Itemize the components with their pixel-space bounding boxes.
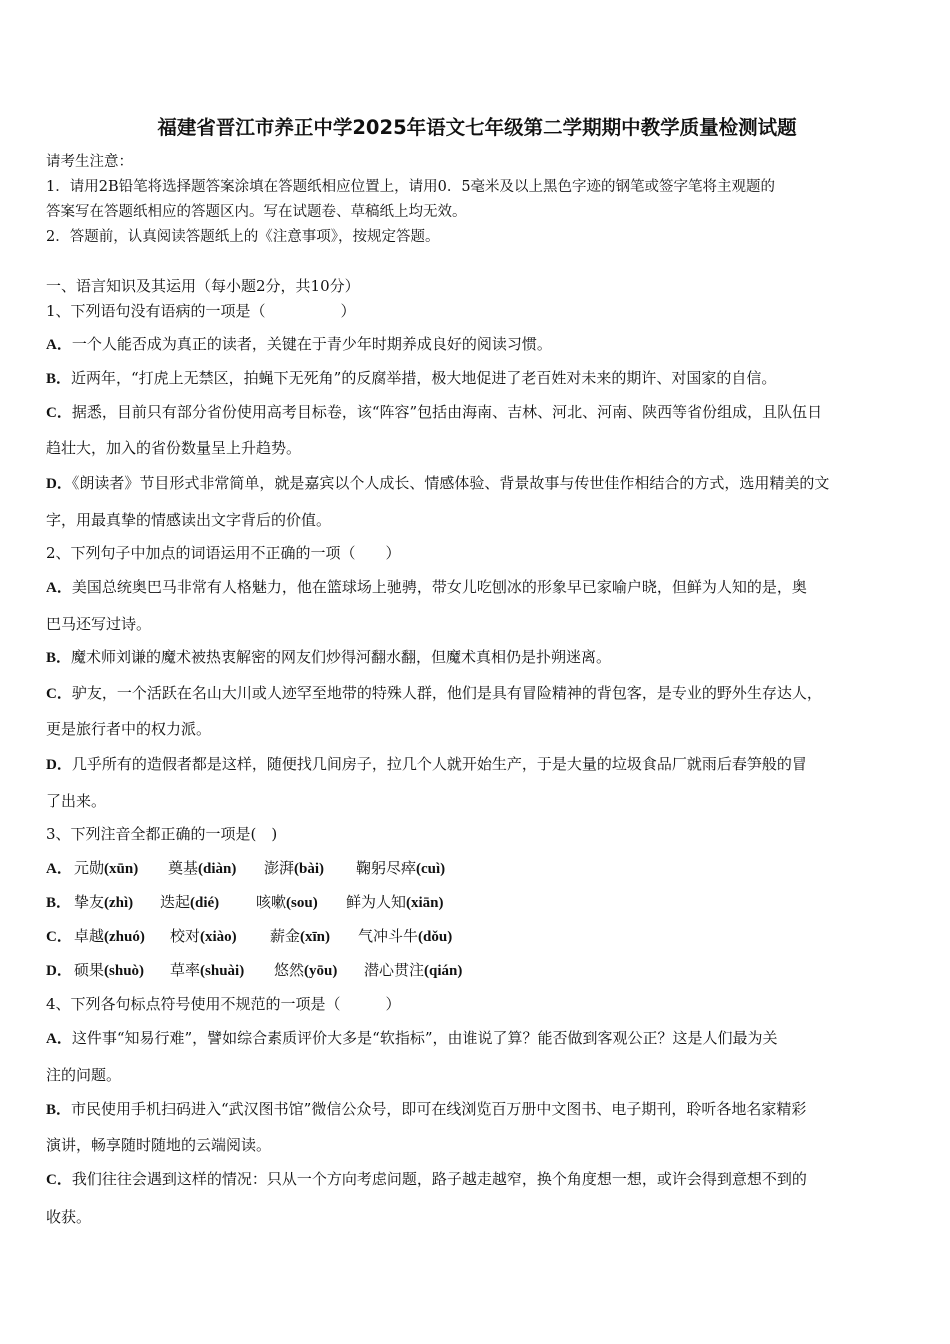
q4-stem: 4、下列各句标点符号使用不规范的一项是（ ） [46,995,401,1013]
exam-title: 福建省晋江市养正中学2025年语文七年级第二学期期中教学质量检测试题 [157,116,797,139]
q3-option-d [46,960,908,980]
exam-page [46,0,908,1344]
q4-option-a-label: A． [46,1031,72,1047]
q1-option-c-label: C． [46,405,72,421]
q3-b-word-3: 咳嗽(sou) [256,893,318,911]
q2-option-b-label: B． [46,650,72,666]
q3-a-word-1: 元勋(xūn) [74,859,139,877]
q2-stem: 2、下列句子中加点的词语运用不正确的一项（ ） [46,544,401,562]
q3-a-word-4: 鞠躬尽瘁(cuì) [356,859,446,877]
q3-option-b [46,892,908,912]
q4-option-c-text-1: 我们往往会遇到这样的情况：只从一个方向考虑问题，路子越走越窄，换个角度想一想，或许会得到意想不到的 [71,1170,807,1188]
q4-option-a-text-1: 这件事“知易行难”，譬如综合素质评价大多是“软指标”，由谁说了算？能否做到客观公正？这是人们最为关 [71,1029,778,1047]
q2-option-c-line-2: 更是旅行者中的权力派。 [46,720,212,738]
q1-option-b [46,368,776,389]
notice-item-2: 2．答题前，认真阅读答题纸上的《注意事项》，按规定答题。 [46,229,440,245]
q4-option-b-line-2: 演讲，畅享随时随地的云端阅读。 [46,1136,272,1154]
q2-option-a-line-2: 巴马还写过诗。 [46,615,152,633]
q1-option-a-label: A． [46,337,72,353]
q2-option-d-label: D． [46,757,72,773]
q4-option-c-line-2: 收获。 [46,1208,92,1226]
q1-option-d-label: D． [46,476,72,492]
q2-option-d-text-1: 几乎所有的造假者都是这样，随便找几间房子，拉几个人就开始生产，于是大量的垃圾食品厂就雨后春笋般的冒 [71,755,807,773]
q3-d-word-1: 硕果(shuò) [74,961,145,979]
q1-option-d [46,473,829,494]
q3-c-word-4: 气冲斗牛(dǒu) [358,927,453,945]
q1-option-a [46,334,552,355]
notice-heading: 请考生注意： [46,154,133,170]
q1-option-a-text: 一个人能否成为真正的读者，关键在于青少年时期养成良好的阅读习惯。 [71,335,552,353]
q1-stem: 1、下列语句没有语病的一项是（ ） [46,302,356,320]
q3-d-word-4: 潜心贯注(qián) [364,961,463,979]
q3-a-word-3: 澎湃(bài) [264,859,325,877]
q2-option-d-line-2: 了出来。 [46,792,107,810]
q4-option-c [46,1169,807,1190]
q3-option-c [46,926,908,946]
q1-option-c-text-1: 据悉，目前只有部分省份使用高考目标卷，该“阵容”包括由海南、吉林、河北、河南、陕西等省份组成，且队伍日 [71,403,823,421]
q1-option-c [46,402,822,423]
q3-d-word-3: 悠然(yōu) [274,961,338,979]
q1-option-c-line-2: 趋壮大，加入的省份数量呈上升趋势。 [46,439,302,457]
q3-d-word-2: 草率(shuài) [170,961,245,979]
q1-option-b-text: 近两年，“打虎上无禁区，拍蝇下无死角”的反腐举措，极大地促进了老百姓对未来的期许、对国家的自信。 [71,369,777,387]
section-1-heading: 一、语言知识及其运用（每小题2分，共10分） [46,277,360,295]
q4-option-b [46,1099,806,1120]
notice-item-1-line-2: 答案写在答题纸相应的答题区内。写在试题卷、草稿纸上均无效。 [46,204,467,220]
q4-option-b-label: B． [46,1102,72,1118]
q3-stem: 3、下列注音全都正确的一项是( ) [46,825,278,843]
q1-option-b-label: B． [46,371,72,387]
q3-b-word-4: 鲜为人知(xiān) [346,893,444,911]
q4-option-b-text-1: 市民使用手机扫码进入“武汉图书馆”微信公众号，即可在线浏览百万册中文图书、电子期刊，聆听各地名家精彩 [71,1100,807,1118]
q3-c-word-1: 卓越(zhuó) [74,927,145,945]
notice-item-1-line-1: 1．请用2B铅笔将选择题答案涂填在答题纸相应位置上，请用0．5毫米及以上黑色字迹的钢笔或签字笔将主观题的 [46,179,776,195]
q2-option-a-text-1: 美国总统奥巴马非常有人格魅力，他在篮球场上驰骋，带女儿吃刨冰的形象早已家喻户晓，但鲜为人知的是，奥 [71,578,807,596]
q2-option-a [46,577,807,598]
q2-option-b [46,647,611,668]
q3-option-a-label: A． [46,861,72,877]
q3-option-c-label: C． [46,929,72,945]
q3-c-word-3: 薪金(xīn) [270,927,331,945]
q1-option-d-text-1: 《朗读者》节目形式非常简单，就是嘉宾以个人成长、情感体验、背景故事与传世佳作相结合的方式，选用精美的文 [71,474,830,492]
q3-b-word-2: 迭起(dié) [160,893,220,911]
q4-option-a-line-2: 注的问题。 [46,1066,122,1084]
q2-option-c-text-1: 驴友，一个活跃在名山大川或人迹罕至地带的特殊人群，他们是具有冒险精神的背包客，是专业的野外生存达人， [71,684,822,702]
q3-b-word-1: 挚友(zhì) [74,893,134,911]
q1-option-d-line-2: 字，用最真挚的情感读出文字背后的价值。 [46,511,332,529]
q4-option-a [46,1028,778,1049]
q2-option-a-label: A． [46,580,72,596]
q2-option-c-label: C． [46,686,72,702]
q4-option-c-label: C． [46,1172,72,1188]
q2-option-d [46,754,807,775]
q3-option-d-label: D． [46,963,72,979]
q3-option-a [46,858,908,878]
q2-option-b-text: 魔术师刘谦的魔术被热衷解密的网友们炒得河翻水翻，但魔术真相仍是扑朔迷离。 [71,648,612,666]
q3-a-word-2: 奠基(diàn) [168,859,237,877]
q3-c-word-2: 校对(xiào) [170,927,237,945]
q2-option-c [46,683,822,704]
q3-option-b-label: B． [46,895,72,911]
